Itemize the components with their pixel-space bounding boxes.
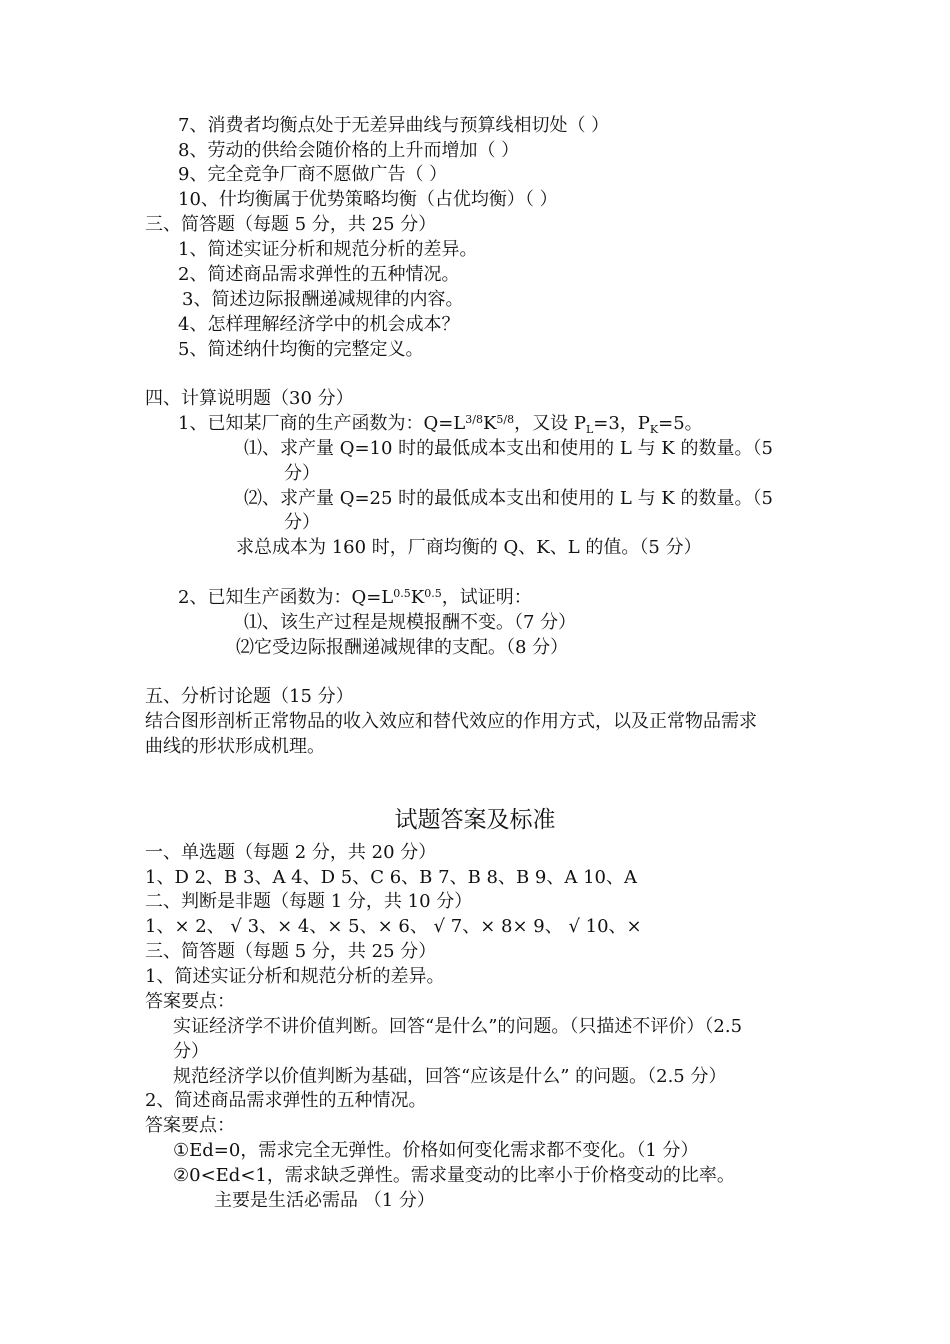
answers-section2-list: 1、× 2、 √ 3、× 4、× 5、× 6、 √ 7、× 8× 9、 √ 10、× xyxy=(145,916,642,937)
q1-part2-line1: ⑵、求产量 Q=25 时的最低成本支出和使用的 L 与 K 的数量。（5 xyxy=(244,488,773,509)
section5-text-line2: 曲线的形状形成机理。 xyxy=(145,736,325,757)
answers-q1-point2: 规范经济学以价值判断为基础，回答“应该是什么” 的问题。（2.5 分） xyxy=(173,1066,727,1087)
section3-item-5: 5、简述纳什均衡的完整定义。 xyxy=(178,339,424,360)
q1-text-k: K xyxy=(482,413,497,434)
q1-exponent-k: 5/8 xyxy=(496,413,515,426)
section3-item-3: 3、简述边际报酬递减规律的内容。 xyxy=(182,289,464,310)
section4-q1 xyxy=(178,412,703,436)
section4-title: 四、计算说明题（30 分） xyxy=(145,388,354,409)
q1-subscript-k: K xyxy=(649,423,659,436)
judge-item-10: 10、什均衡属于优势策略均衡（占优均衡）（ ） xyxy=(178,189,558,210)
q1-part2-line2: 分） xyxy=(284,512,320,533)
q1-text-mid: ，又设 P xyxy=(514,413,586,434)
judge-item-7: 7、消费者均衡点处于无差异曲线与预算线相切处（ ） xyxy=(178,115,610,136)
answers-q1-title: 1、简述实证分析和规范分析的差异。 xyxy=(145,966,445,987)
q1-text-post: =5。 xyxy=(658,413,703,434)
section5-text-line1: 结合图形剖析正常物品的收入效应和替代效应的作用方式，以及正常物品需求 xyxy=(145,711,757,732)
answers-section1-list: 1、D 2、B 3、A 4、D 5、C 6、B 7、B 8、B 9、A 10、A xyxy=(145,867,638,888)
answers-section1-title: 一、单选题（每题 2 分，共 20 分） xyxy=(145,842,437,863)
q2-text-pre: 2、已知生产函数为：Q=L xyxy=(178,587,394,608)
answers-q2-title: 2、简述商品需求弹性的五种情况。 xyxy=(145,1090,427,1111)
section3-item-2: 2、简述商品需求弹性的五种情况。 xyxy=(178,264,460,285)
judge-item-9: 9、完全竞争厂商不愿做广告（ ） xyxy=(178,164,448,185)
answers-q2-point1: ①Ed=0，需求完全无弹性。价格如何变化需求都不变化。（1 分） xyxy=(173,1140,699,1161)
q2-exponent-k: 0.5 xyxy=(424,587,442,600)
section3-title: 三、简答题（每题 5 分，共 25 分） xyxy=(145,214,437,235)
q2-part1: ⑴、该生产过程是规模报酬不变。（7 分） xyxy=(244,612,577,633)
answers-section3-title: 三、简答题（每题 5 分，共 25 分） xyxy=(145,941,437,962)
answers-q2-point2-continued: 主要是生活必需品 （1 分） xyxy=(214,1190,435,1211)
section5-title: 五、分析讨论题（15 分） xyxy=(145,686,354,707)
q2-exponent-l: 0.5 xyxy=(393,587,411,600)
q1-part1-line2: 分） xyxy=(284,463,320,484)
answers-section2-title: 二、判断是非题（每题 1 分，共 10 分） xyxy=(145,891,473,912)
section3-item-1: 1、简述实证分析和规范分析的差异。 xyxy=(178,239,478,260)
answers-key-points-label-2: 答案要点： xyxy=(145,1115,235,1136)
q1-subscript-l: L xyxy=(585,423,594,436)
answers-key-points-label: 答案要点： xyxy=(145,991,235,1012)
answers-q1-point1-line1: 实证经济学不讲价值判断。回答“是什么”的问题。（只描述不评价）（2.5 xyxy=(173,1016,743,1037)
q1-exponent-l: 3/8 xyxy=(465,413,483,426)
judge-item-8: 8、劳动的供给会随价格的上升而增加（ ） xyxy=(178,140,520,161)
q2-part2: ⑵它受边际报酬递减规律的支配。（8 分） xyxy=(236,637,569,658)
q2-text-k: K xyxy=(410,587,425,608)
section4-q2 xyxy=(178,586,532,610)
q2-text-post: ，试证明： xyxy=(441,587,532,608)
q1-part3: 求总成本为 160 时，厂商均衡的 Q、K、L 的值。（5 分） xyxy=(236,537,702,558)
q1-text-mid2: =3，P xyxy=(593,413,650,434)
section3-item-4: 4、怎样理解经济学中的机会成本？ xyxy=(178,314,460,335)
answers-q1-point1-line2: 分） xyxy=(173,1041,209,1062)
answers-title: 试题答案及标准 xyxy=(394,807,556,833)
answers-q2-point2: ②0<Ed<1，需求缺乏弹性。需求量变动的比率小于价格变动的比率。 xyxy=(173,1165,735,1186)
q1-part1-line1: ⑴、求产量 Q=10 时的最低成本支出和使用的 L 与 K 的数量。（5 xyxy=(244,438,773,459)
q1-text-pre: 1、已知某厂商的生产函数为：Q=L xyxy=(178,413,466,434)
